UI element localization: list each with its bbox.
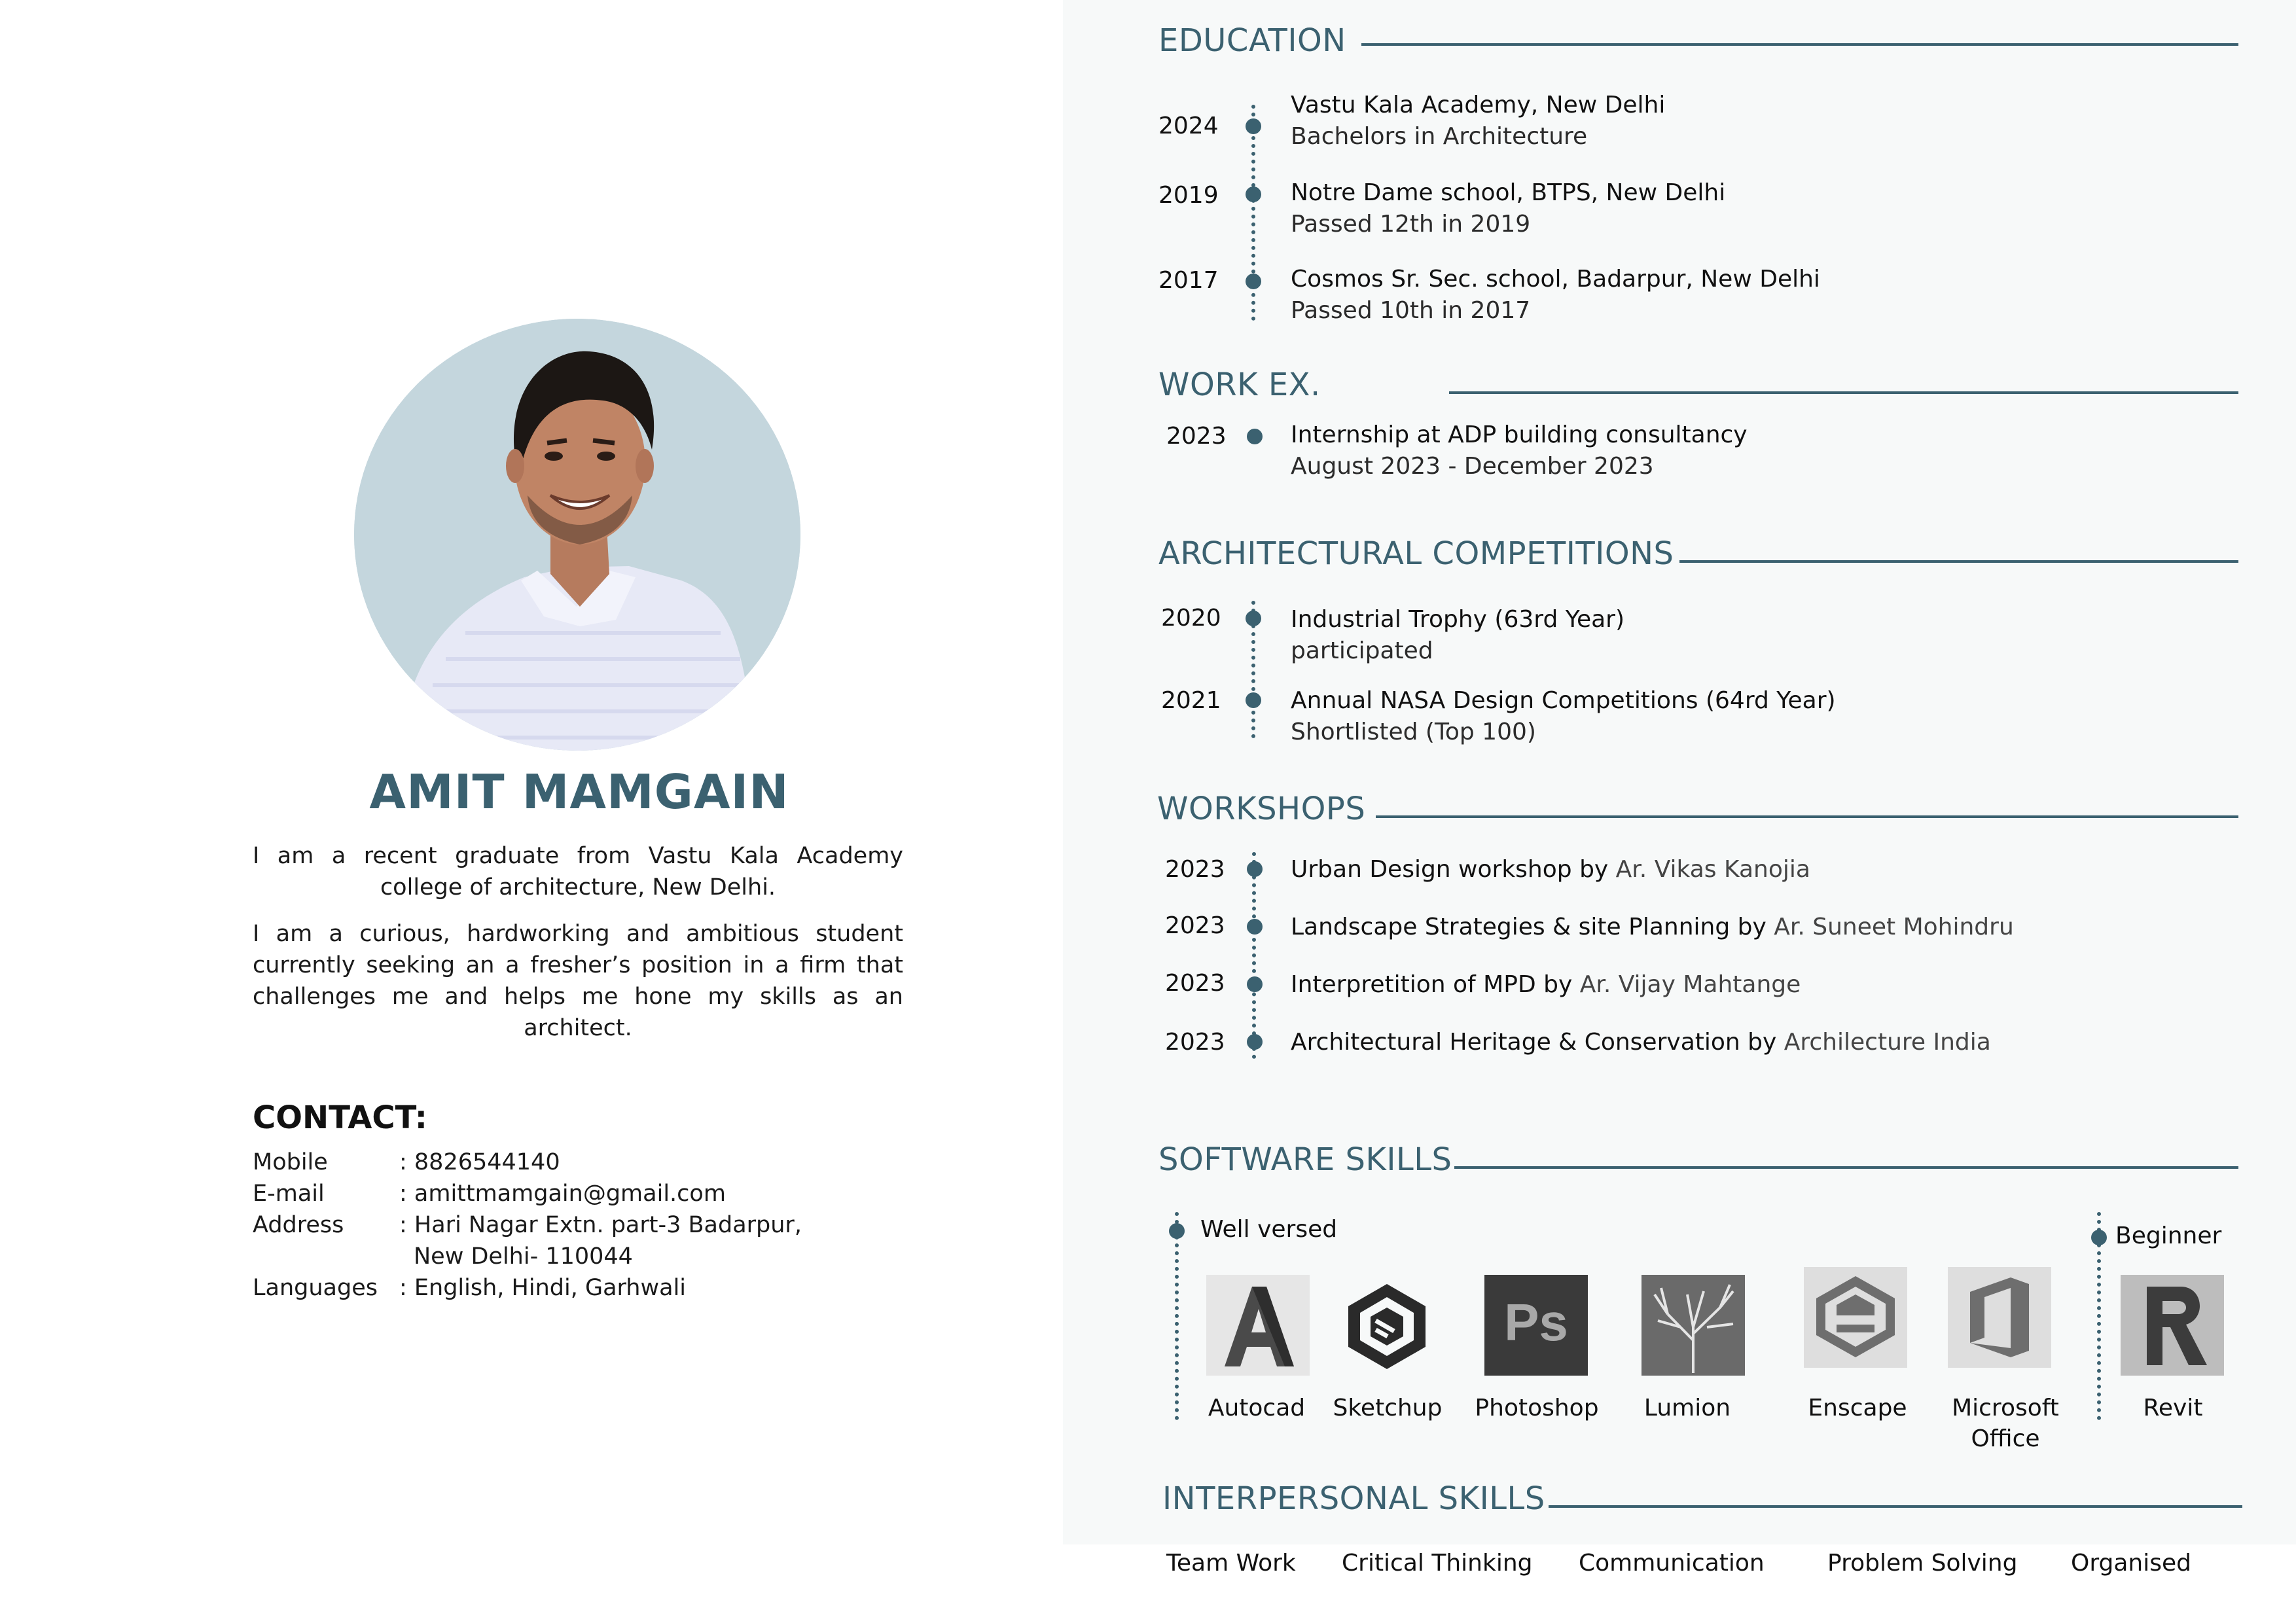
svg-text:Ps: Ps bbox=[1504, 1293, 1568, 1351]
timeline-dot bbox=[1169, 1223, 1185, 1239]
timeline-dots bbox=[1175, 1212, 1179, 1420]
section-divider bbox=[1361, 43, 2238, 46]
timeline-dots bbox=[1252, 852, 1256, 1059]
timeline-dot bbox=[1246, 274, 1261, 289]
education-heading: EDUCATION bbox=[1158, 22, 1346, 59]
timeline-dot bbox=[1246, 611, 1261, 626]
timeline-title: Notre Dame school, BTPS, New Delhi bbox=[1291, 179, 1726, 206]
interpersonal-skill: Problem Solving bbox=[1827, 1550, 2018, 1577]
software-name: Photoshop bbox=[1475, 1395, 1599, 1421]
timeline-dot bbox=[1246, 187, 1261, 202]
software-name: Lumion bbox=[1643, 1395, 1731, 1421]
profile-photo bbox=[354, 319, 800, 751]
bio-paragraph: I am a recent graduate from Vastu Kala Academy college of architecture, New Delhi. bbox=[253, 843, 903, 901]
contact-heading: CONTACT: bbox=[253, 1099, 427, 1136]
timeline-year: 2023 bbox=[1166, 423, 1227, 450]
section-divider bbox=[1454, 1166, 2238, 1169]
workshop-speaker: Archilecture India bbox=[1776, 1029, 1991, 1056]
section-divider bbox=[1376, 815, 2238, 818]
bio-paragraph: I am a curious, hardworking and ambitious student currently seeking an a fresher’s position in a firm that challenges me and helps me hone my skills as an architect. bbox=[253, 921, 903, 1041]
workshop-speaker: Ar. Vijay Mahtange bbox=[1572, 971, 1801, 998]
timeline-title: Cosmos Sr. Sec. school, Badarpur, New Delhi bbox=[1291, 266, 1820, 293]
contact-value: : English, Hindi, Garhwali bbox=[399, 1275, 687, 1301]
timeline-title: Internship at ADP building consultancy bbox=[1291, 421, 1748, 448]
timeline-subtitle: August 2023 - December 2023 bbox=[1291, 453, 1654, 480]
timeline-subtitle: Passed 10th in 2017 bbox=[1291, 297, 1531, 324]
workshop-topic: Architectural Heritage & Conservation by bbox=[1291, 1029, 1777, 1056]
timeline-subtitle: Shortlisted (Top 100) bbox=[1291, 719, 1536, 745]
timeline-year: 2017 bbox=[1158, 267, 1219, 294]
enscape-icon bbox=[1804, 1267, 1907, 1368]
timeline-dot bbox=[1246, 692, 1261, 708]
timeline-dot bbox=[1247, 861, 1263, 877]
software-name: Enscape bbox=[1808, 1395, 1907, 1421]
interpersonal-skill: Team Work bbox=[1166, 1550, 1296, 1577]
contact-value: : 8826544140 bbox=[399, 1149, 560, 1175]
contact-label: Languages bbox=[253, 1275, 378, 1301]
timeline-year: 2023 bbox=[1165, 912, 1225, 939]
workshop-entry bbox=[1291, 1029, 1991, 1056]
contact-value: : Hari Nagar Extn. part-3 Badarpur, bbox=[399, 1212, 802, 1238]
workshop-entry bbox=[1291, 856, 1810, 883]
timeline-subtitle: Passed 12th in 2019 bbox=[1291, 211, 1531, 238]
interpersonal-skill: Communication bbox=[1579, 1550, 1765, 1577]
timeline-dot bbox=[1246, 118, 1261, 134]
contact-label: E-mail bbox=[253, 1181, 325, 1207]
timeline-year: 2023 bbox=[1165, 970, 1225, 997]
timeline-year: 2021 bbox=[1161, 687, 1221, 714]
section-divider bbox=[1549, 1505, 2242, 1508]
interpersonal-skill: Critical Thinking bbox=[1342, 1550, 1533, 1577]
well-versed-label: Well versed bbox=[1200, 1216, 1338, 1243]
timeline-year: 2019 bbox=[1158, 182, 1219, 209]
sketchup-icon bbox=[1335, 1275, 1439, 1376]
software-name: Revit bbox=[2143, 1395, 2203, 1421]
workshop-topic: Interpretition of MPD by bbox=[1291, 971, 1573, 998]
workshop-entry bbox=[1291, 971, 1801, 998]
microsoft-office-icon bbox=[1948, 1267, 2051, 1368]
software-name: Sketchup bbox=[1333, 1395, 1443, 1421]
timeline-title: Industrial Trophy (63rd Year) bbox=[1291, 606, 1625, 633]
section-divider bbox=[1449, 391, 2238, 394]
timeline-subtitle: participated bbox=[1291, 637, 1433, 664]
contact-label: Address bbox=[253, 1212, 344, 1238]
timeline-dot bbox=[2091, 1230, 2107, 1245]
timeline-year: 2023 bbox=[1165, 1029, 1225, 1056]
timeline-title: Vastu Kala Academy, New Delhi bbox=[1291, 92, 1666, 118]
interpersonal-heading: INTERPERSONAL SKILLS bbox=[1162, 1480, 1545, 1517]
workshop-topic: Urban Design workshop by bbox=[1291, 856, 1609, 883]
timeline-year: 2020 bbox=[1161, 605, 1221, 632]
workshop-speaker: Ar. Vikas Kanojia bbox=[1608, 856, 1810, 883]
workshop-entry bbox=[1291, 914, 2014, 940]
autocad-icon bbox=[1206, 1275, 1310, 1376]
competitions-heading: ARCHITECTURAL COMPETITIONS bbox=[1158, 535, 1674, 572]
photoshop-icon bbox=[1484, 1275, 1588, 1376]
timeline-dot bbox=[1247, 976, 1263, 992]
lumion-icon bbox=[1641, 1275, 1745, 1376]
timeline-dot bbox=[1247, 1034, 1263, 1050]
beginner-label: Beginner bbox=[2115, 1222, 2222, 1249]
workshop-topic: Landscape Strategies & site Planning by bbox=[1291, 914, 1767, 940]
contact-label: Mobile bbox=[253, 1149, 328, 1175]
timeline-title: Annual NASA Design Competitions (64rd Year) bbox=[1291, 687, 1836, 714]
candidate-name: AMIT MAMGAIN bbox=[369, 764, 789, 819]
timeline-dot bbox=[1247, 919, 1263, 935]
revit-icon bbox=[2121, 1275, 2224, 1376]
work-heading: WORK EX. bbox=[1158, 366, 1321, 403]
workshops-heading: WORKSHOPS bbox=[1157, 791, 1366, 827]
interpersonal-skill: Organised bbox=[2071, 1550, 2191, 1577]
section-divider bbox=[1679, 560, 2238, 563]
contact-value: : amittmamgain@gmail.com bbox=[399, 1181, 726, 1207]
timeline-dot bbox=[1247, 429, 1263, 444]
software-heading: SOFTWARE SKILLS bbox=[1158, 1141, 1452, 1178]
software-name: Microsoft Office bbox=[1952, 1395, 2059, 1452]
timeline-year: 2023 bbox=[1165, 856, 1225, 883]
timeline-year: 2024 bbox=[1158, 113, 1219, 139]
timeline-subtitle: Bachelors in Architecture bbox=[1291, 123, 1588, 150]
software-name: Autocad bbox=[1208, 1395, 1306, 1421]
workshop-speaker: Ar. Suneet Mohindru bbox=[1766, 914, 2014, 940]
contact-value: New Delhi- 110044 bbox=[414, 1243, 633, 1270]
